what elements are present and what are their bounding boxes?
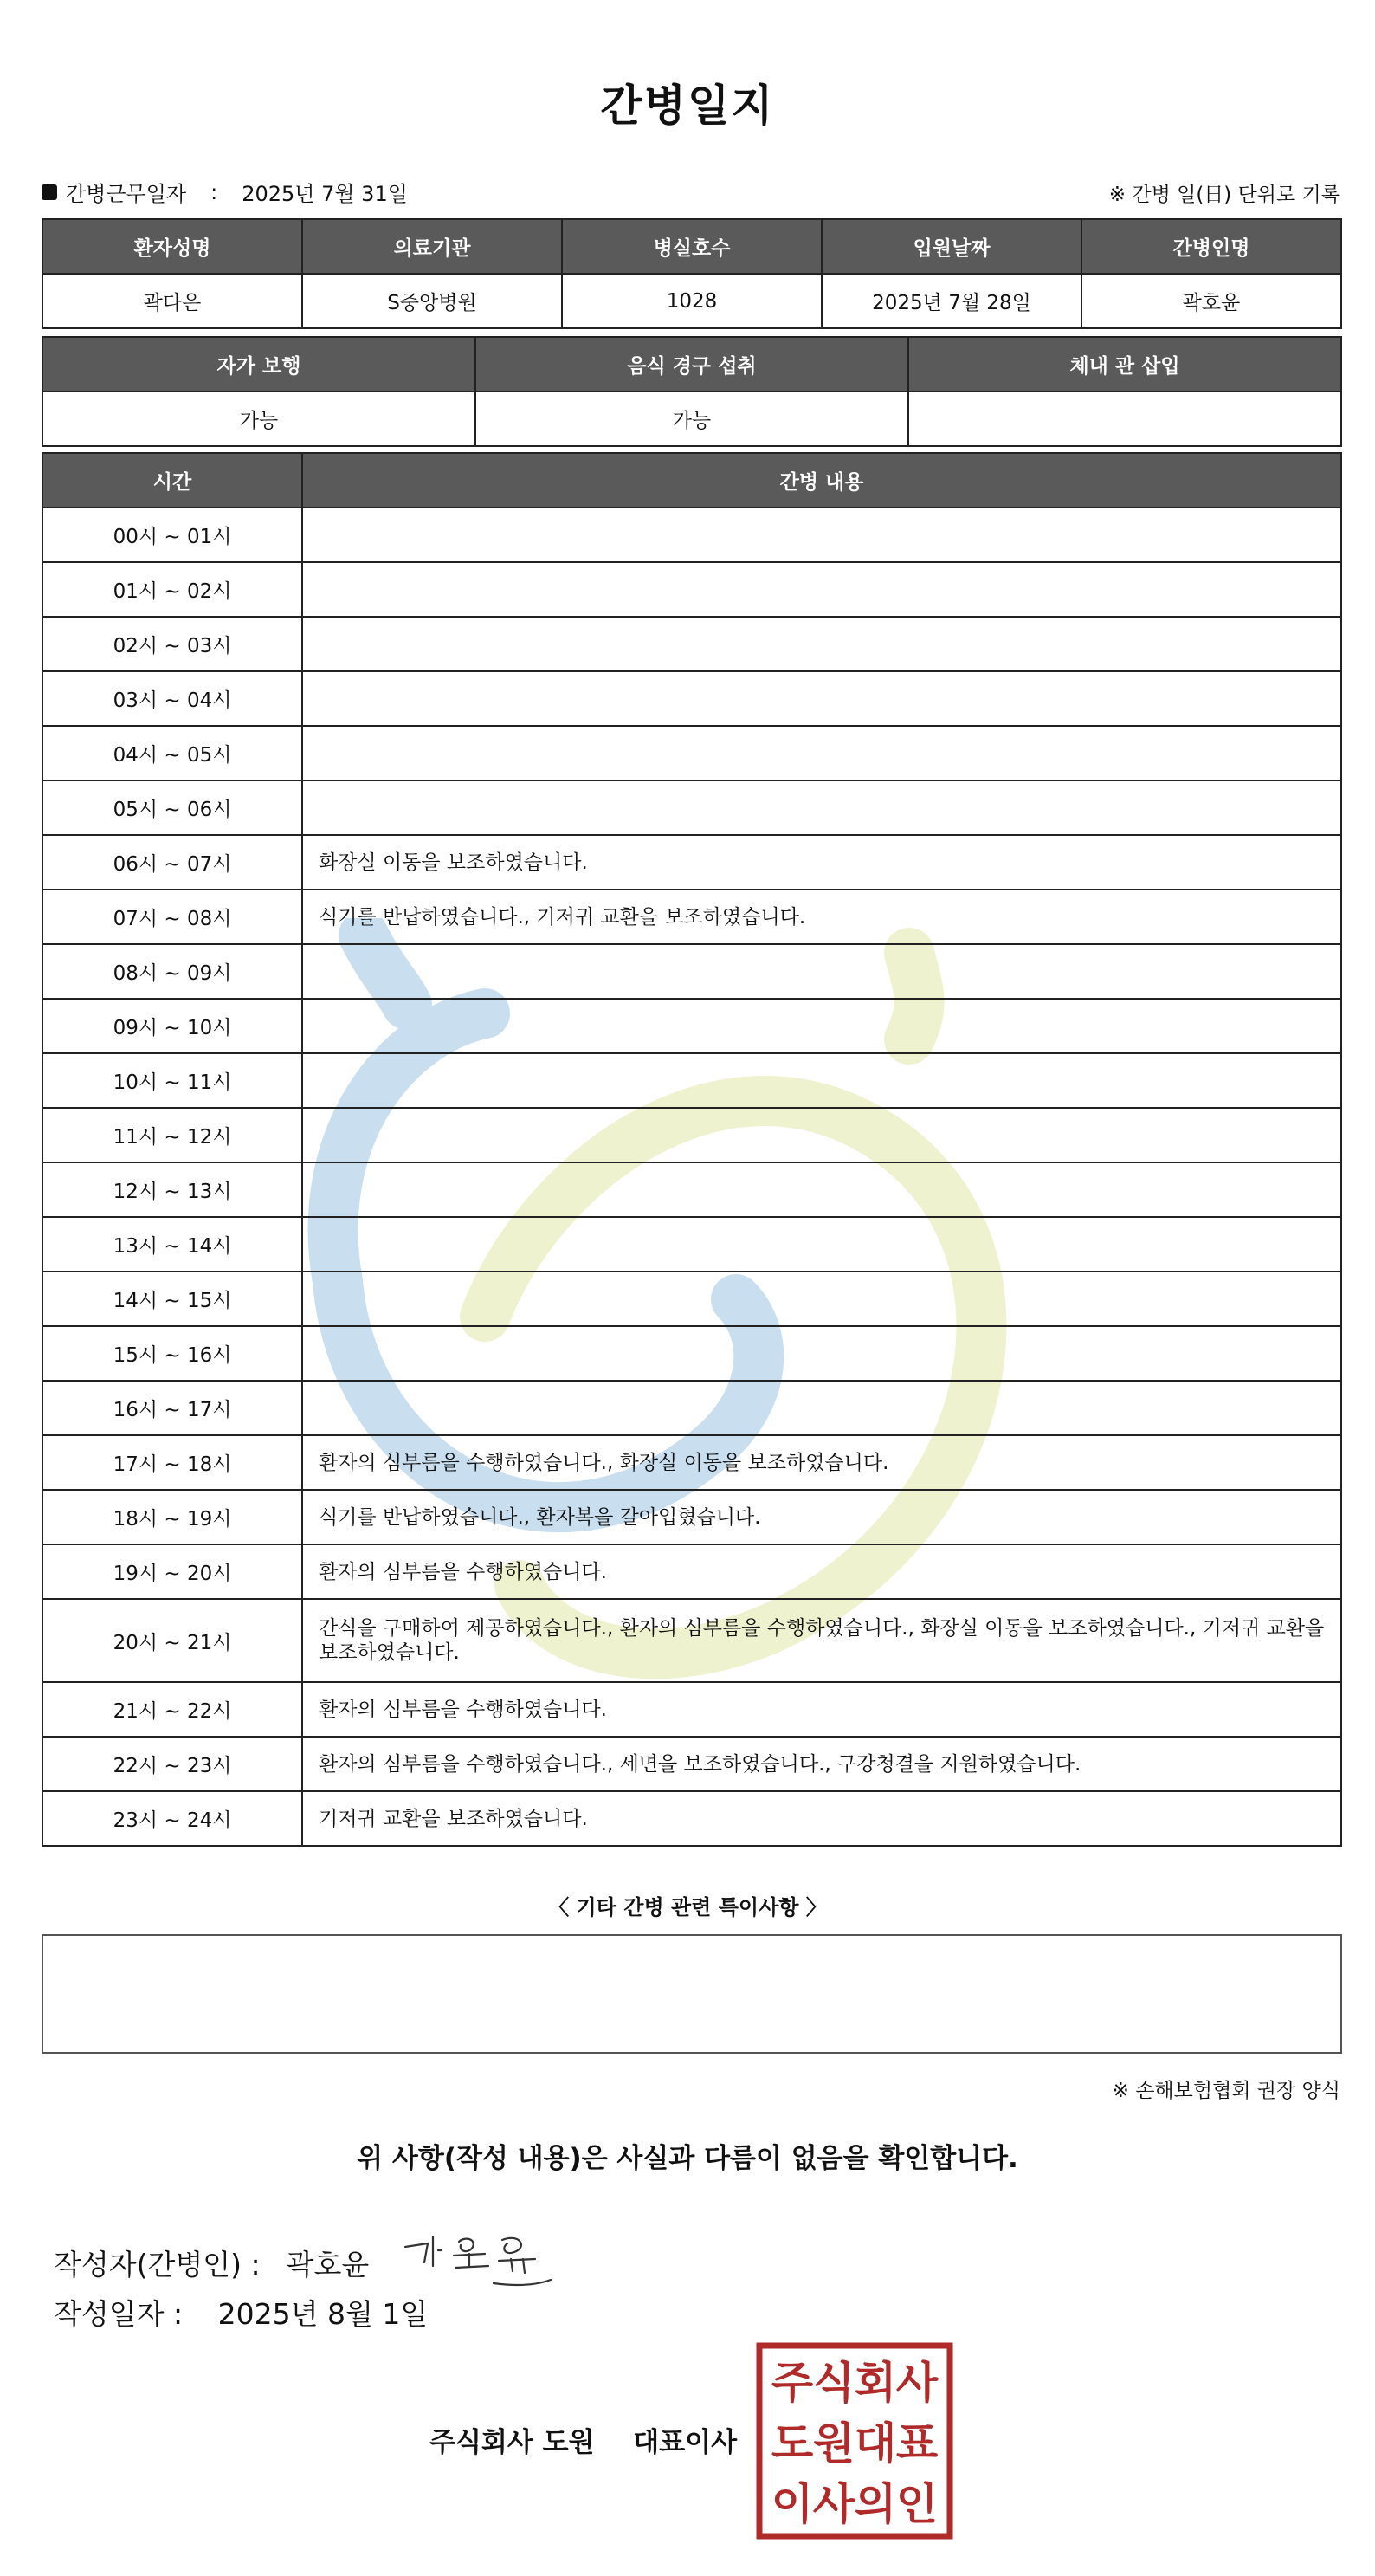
- table-row: [42, 780, 1341, 835]
- table-row: [42, 1053, 1341, 1108]
- header-self-walking: 자가 보행: [42, 337, 475, 392]
- content-cell: [302, 944, 1341, 999]
- work-date-label: 간병근무일자: [66, 182, 187, 206]
- time-cell: 02시 ~ 03시: [42, 617, 302, 671]
- svg-text:원: 원: [812, 2418, 855, 2469]
- patient-info-header-row: [42, 219, 1341, 274]
- content-cell: [302, 1381, 1341, 1435]
- table-row: [42, 1381, 1341, 1435]
- time-cell: 06시 ~ 07시: [42, 835, 302, 890]
- work-date-value: 2025년 7월 31일: [242, 182, 408, 206]
- table-row: [42, 1544, 1341, 1599]
- time-cell: 18시 ~ 19시: [42, 1490, 302, 1544]
- time-cell: 21시 ~ 22시: [42, 1682, 302, 1737]
- writer-line: [54, 2228, 563, 2297]
- table-row: [42, 1737, 1341, 1791]
- content-cell: 기저귀 교환을 보조하였습니다.: [302, 1791, 1341, 1846]
- content-cell: [302, 671, 1341, 726]
- time-cell: 19시 ~ 20시: [42, 1544, 302, 1599]
- content-cell: 환자의 심부름을 수행하였습니다., 세면을 보조하였습니다., 구강청결을 지원하였습니다.: [302, 1737, 1341, 1791]
- log-header-row: [42, 453, 1341, 508]
- oral-intake-value: 가능: [475, 392, 908, 446]
- header-room: 병실호수: [562, 219, 822, 274]
- table-row: [42, 671, 1341, 726]
- content-cell: [302, 1326, 1341, 1381]
- svg-text:표: 표: [895, 2418, 939, 2469]
- svg-text:식: 식: [812, 2358, 855, 2408]
- content-cell: [302, 1162, 1341, 1217]
- written-date-line: [54, 2292, 428, 2333]
- svg-text:회: 회: [854, 2358, 897, 2408]
- unit-note: ※ 간병 일(日) 단위로 기록: [1108, 184, 1340, 206]
- company-line: [429, 2420, 737, 2459]
- time-cell: 23시 ~ 24시: [42, 1791, 302, 1846]
- content-cell: [302, 1108, 1341, 1162]
- svg-text:도: 도: [771, 2418, 814, 2469]
- table-row: [42, 1217, 1341, 1272]
- svg-text:인: 인: [895, 2479, 939, 2529]
- table-row: [42, 944, 1341, 999]
- status-header-row: [42, 337, 1341, 392]
- admission-date: 2025년 7월 28일: [822, 274, 1081, 328]
- content-cell: 화장실 이동을 보조하였습니다.: [302, 835, 1341, 890]
- special-notes-title: 〈 기타 간병 관련 특이사항 〉: [548, 1895, 827, 1919]
- time-cell: 04시 ~ 05시: [42, 726, 302, 780]
- table-row: [42, 1272, 1341, 1326]
- time-cell: 11시 ~ 12시: [42, 1108, 302, 1162]
- content-cell: 식기를 반납하였습니다., 기저귀 교환을 보조하였습니다.: [302, 890, 1341, 944]
- time-cell: 16시 ~ 17시: [42, 1381, 302, 1435]
- table-row: [42, 999, 1341, 1053]
- time-cell: 05시 ~ 06시: [42, 780, 302, 835]
- content-cell: [302, 1272, 1341, 1326]
- table-row: [42, 726, 1341, 780]
- handwritten-signature: [398, 2228, 563, 2297]
- company-representative: 대표이사: [633, 2427, 738, 2458]
- time-cell: 03시 ~ 04시: [42, 671, 302, 726]
- written-date-value: 2025년 8월 1일: [217, 2297, 429, 2331]
- confirmation-statement: 위 사항(작성 내용)은 사실과 다름이 없음을 확인합니다.: [357, 2143, 1018, 2174]
- writer-name: 곽호윤: [286, 2247, 370, 2282]
- header-caregiver: 간병인명: [1081, 219, 1341, 274]
- content-cell: 식기를 반납하였습니다., 환자복을 갈아입혔습니다.: [302, 1490, 1341, 1544]
- table-row: [42, 1326, 1341, 1381]
- content-cell: 간식을 구매하여 제공하였습니다., 환자의 심부름을 수행하였습니다., 화장실 이동을 보조하였습니다., 기저귀 교환을 보조하였습니다.: [302, 1599, 1341, 1682]
- writer-label: 작성자(간병인) :: [54, 2247, 261, 2282]
- svg-text:이: 이: [771, 2479, 814, 2529]
- svg-text:의: 의: [854, 2479, 897, 2529]
- time-cell: 14시 ~ 15시: [42, 1272, 302, 1326]
- recommend-note: ※ 손해보험협회 권장 양식: [1112, 2080, 1340, 2102]
- table-row: [42, 1490, 1341, 1544]
- svg-text:사: 사: [895, 2358, 939, 2408]
- content-cell: 환자의 심부름을 수행하였습니다.: [302, 1682, 1341, 1737]
- time-cell: 17시 ~ 18시: [42, 1435, 302, 1490]
- status-value-row: [42, 392, 1341, 446]
- table-row: [42, 617, 1341, 671]
- header-admission-date: 입원날짜: [822, 219, 1081, 274]
- time-cell: 01시 ~ 02시: [42, 562, 302, 617]
- company-seal-stamp: [756, 2342, 953, 2540]
- header-oral-intake: 음식 경구 섭취: [475, 337, 908, 392]
- svg-text:사: 사: [812, 2479, 855, 2529]
- content-cell: [302, 562, 1341, 617]
- time-cell: 15시 ~ 16시: [42, 1326, 302, 1381]
- svg-text:대: 대: [854, 2418, 897, 2469]
- table-row: [42, 1108, 1341, 1162]
- hourly-log-table: [42, 452, 1342, 1847]
- patient-info-value-row: [42, 274, 1341, 328]
- header-tube-insertion: 체내 관 삽입: [908, 337, 1341, 392]
- page-title: 간병일지: [600, 81, 775, 131]
- time-cell: 20시 ~ 21시: [42, 1599, 302, 1682]
- time-cell: 08시 ~ 09시: [42, 944, 302, 999]
- table-row: [42, 508, 1341, 562]
- time-cell: 09시 ~ 10시: [42, 999, 302, 1053]
- content-cell: 환자의 심부름을 수행하였습니다., 화장실 이동을 보조하였습니다.: [302, 1435, 1341, 1490]
- content-cell: 환자의 심부름을 수행하였습니다.: [302, 1544, 1341, 1599]
- patient-status-table: [42, 336, 1342, 447]
- content-cell: [302, 726, 1341, 780]
- table-row: [42, 1435, 1341, 1490]
- content-cell: [302, 1217, 1341, 1272]
- time-cell: 22시 ~ 23시: [42, 1737, 302, 1791]
- patient-info-table: [42, 218, 1342, 329]
- header-hospital: 의료기관: [302, 219, 562, 274]
- content-cell: [302, 999, 1341, 1053]
- table-row: [42, 1682, 1341, 1737]
- table-row: [42, 1599, 1341, 1682]
- table-row: [42, 890, 1341, 944]
- table-row: [42, 835, 1341, 890]
- time-cell: 12시 ~ 13시: [42, 1162, 302, 1217]
- table-row: [42, 562, 1341, 617]
- time-cell: 07시 ~ 08시: [42, 890, 302, 944]
- work-date-separator: :: [210, 179, 218, 204]
- svg-text:주: 주: [771, 2358, 814, 2408]
- content-cell: [302, 617, 1341, 671]
- time-cell: 10시 ~ 11시: [42, 1053, 302, 1108]
- time-cell: 13시 ~ 14시: [42, 1217, 302, 1272]
- room-number: 1028: [562, 274, 822, 328]
- self-walking-value: 가능: [42, 392, 475, 446]
- time-cell: 00시 ~ 01시: [42, 508, 302, 562]
- written-date-label: 작성일자 :: [54, 2297, 184, 2331]
- bullet-square-icon: [42, 184, 57, 200]
- content-cell: [302, 780, 1341, 835]
- table-row: [42, 1162, 1341, 1217]
- header-care-content: 간병 내용: [302, 453, 1341, 508]
- content-cell: [302, 508, 1341, 562]
- patient-name: 곽다은: [42, 274, 302, 328]
- table-row: [42, 1791, 1341, 1846]
- company-name: 주식회사 도원: [429, 2427, 595, 2458]
- special-notes-box: [42, 1934, 1342, 2054]
- tube-insertion-value: [908, 392, 1341, 446]
- header-patient-name: 환자성명: [42, 219, 302, 274]
- work-date: [42, 177, 408, 207]
- caregiver-name: 곽호윤: [1081, 274, 1341, 328]
- header-time: 시간: [42, 453, 302, 508]
- hospital-name: S중앙병원: [302, 274, 562, 328]
- content-cell: [302, 1053, 1341, 1108]
